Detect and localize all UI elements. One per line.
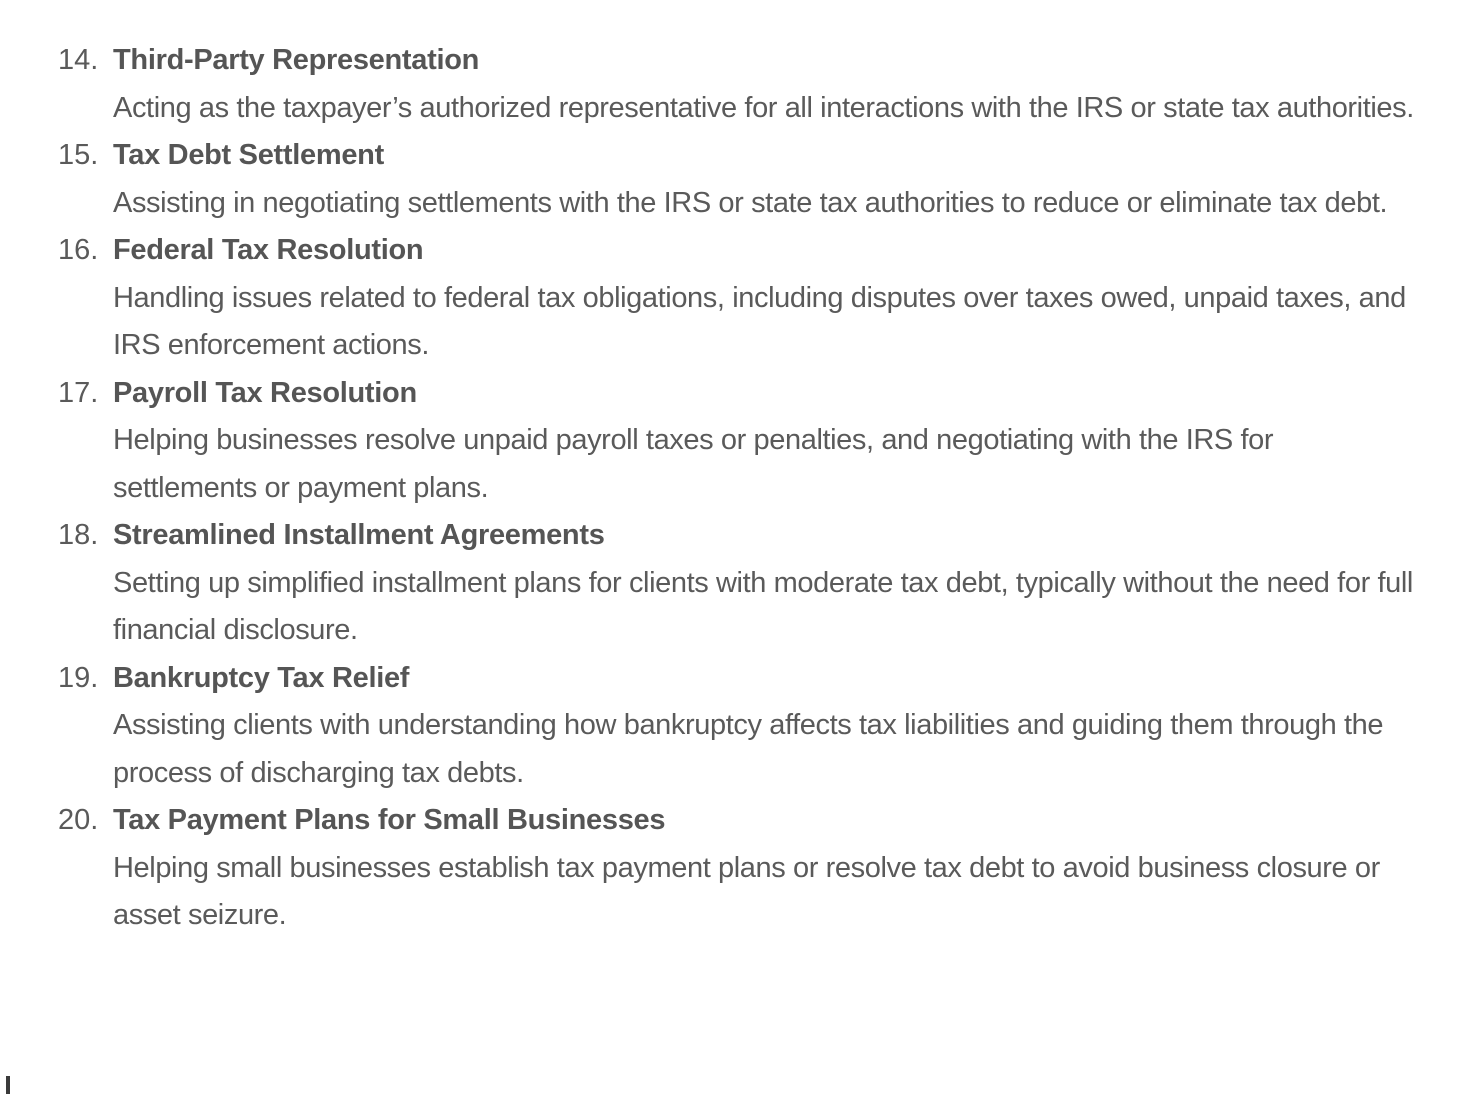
- item-number: 16.: [58, 234, 99, 266]
- item-number: 18.: [58, 519, 99, 551]
- item-title: Payroll Tax Resolution: [113, 376, 417, 409]
- item-description: Assisting in negotiating settlements with the IRS or state tax authorities to reduce or eliminate tax debt.: [113, 186, 1388, 219]
- item-number: 14.: [58, 44, 99, 76]
- item-title: Bankruptcy Tax Relief: [113, 661, 410, 694]
- item-title: Tax Debt Settlement: [113, 139, 384, 171]
- item-description: Assisting clients with understanding how bankruptcy affects tax liabilities and guiding them through the process of discharging tax debts.: [113, 709, 1384, 789]
- item-number: 20.: [58, 804, 99, 836]
- item-description: Helping businesses resolve unpaid payroll taxes or penalties, and negotiating with the IRS for settlements or payment plans.: [113, 424, 1274, 504]
- list-item: [0, 797, 1484, 940]
- item-title: Streamlined Installment Agreements: [113, 519, 605, 551]
- item-description: Helping small businesses establish tax payment plans or resolve tax debt to avoid business closure or asset seizure.: [113, 851, 1380, 931]
- item-number: 15.: [58, 139, 99, 171]
- services-list: [0, 37, 1484, 940]
- list-item: [0, 132, 1484, 227]
- item-description: Handling issues related to federal tax obligations, including disputes over taxes owed, unpaid taxes, and IRS enforcement actions.: [113, 281, 1406, 361]
- item-title: Third-Party Representation: [113, 44, 480, 76]
- item-description: Setting up simplified installment plans for clients with moderate tax debt, typically without the need for full financial disclosure.: [113, 566, 1413, 646]
- item-description: Acting as the taxpayer’s authorized representative for all interactions with the IRS or state tax authorities.: [113, 91, 1414, 124]
- text-cursor-mark: [6, 1076, 10, 1094]
- item-number: 17.: [58, 376, 99, 409]
- list-item: [0, 227, 1484, 370]
- item-title: Federal Tax Resolution: [113, 234, 424, 266]
- list-item: [0, 37, 1484, 132]
- list-item: [0, 370, 1484, 513]
- list-item: [0, 512, 1484, 655]
- item-title: Tax Payment Plans for Small Businesses: [113, 804, 666, 836]
- list-item: [0, 655, 1484, 798]
- item-number: 19.: [58, 661, 99, 694]
